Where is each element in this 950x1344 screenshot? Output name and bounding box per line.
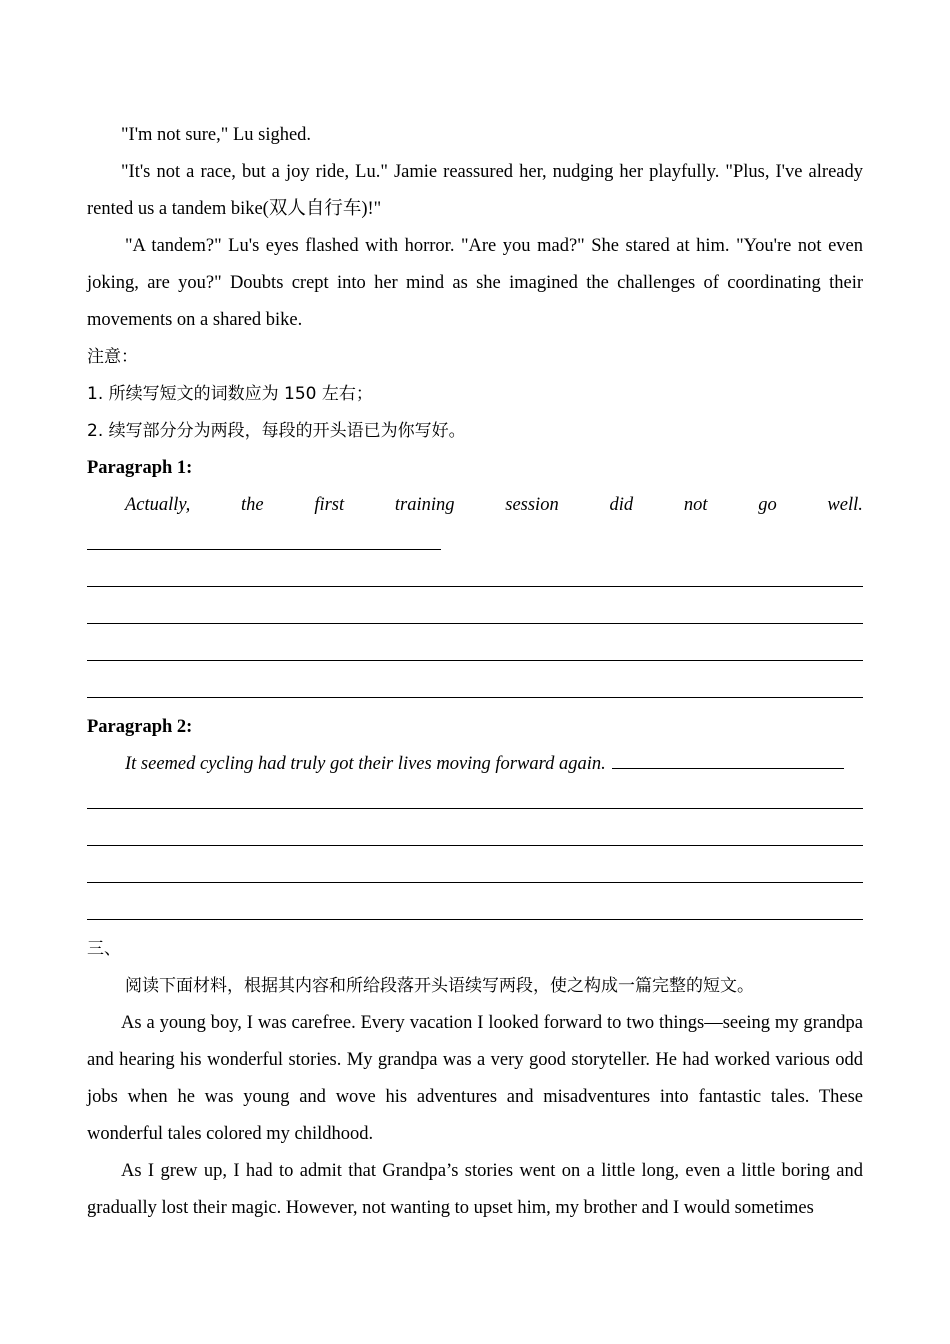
- document-page: [87, 117, 863, 1227]
- section-3-instruction: 阅读下面材料，根据其内容和所给段落开头语续写两段，使之构成一篇完整的短文。: [125, 976, 754, 996]
- opening-word: go: [758, 495, 777, 515]
- opening-word: training: [394, 495, 455, 515]
- paragraph-2-opening-text: It seemed cycling had truly got their lives moving forward again.: [125, 754, 606, 774]
- writing-line[interactable]: [87, 820, 863, 857]
- writing-line[interactable]: [87, 783, 863, 820]
- notes-item-1: 1. 所续写短文的词数应为 150 左右；: [87, 384, 373, 404]
- notes-heading: 注意：: [87, 347, 138, 367]
- opening-word: first: [314, 495, 345, 515]
- section-3-paragraph-1: As a young boy, I was carefree. Every vacation I looked forward to two things—seeing my grandpa and hearing his wonderful stories. My grandpa was a very good storyteller. He had worked various odd jobs when he was young and wove his adventures and misadventures into fantastic tales. These wonderful tales colored my childhood.: [87, 1013, 863, 1144]
- paragraph-2-label: Paragraph 2:: [87, 717, 193, 737]
- story-paragraph-2: "It's not a race, but a joy ride, Lu." Jamie reassured her, nudging her playfully. "Plus, I've already rented us a tandem bike(双人自行车)!": [87, 162, 863, 219]
- story-paragraph-3: "A tandem?" Lu's eyes flashed with horror. "Are you mad?" She stared at him. "You're not even joking, are you?" Doubts crept into her mind as she imagined the challenges of coordinating their movements on a shared bike.: [87, 236, 863, 330]
- section-3-paragraph-2: As I grew up, I had to admit that Grandpa’s stories went on a little long, even a little boring and gradually lost their magic. However, not wanting to upset him, my brother and I would sometimes: [87, 1161, 863, 1218]
- writing-line-inline[interactable]: [612, 767, 844, 769]
- opening-word: well.: [827, 495, 863, 515]
- writing-line[interactable]: [87, 857, 863, 894]
- writing-line[interactable]: [87, 894, 863, 931]
- notes-item-2: 2. 续写部分分为两段，每段的开头语已为你写好。: [87, 421, 466, 441]
- writing-line[interactable]: [87, 672, 863, 709]
- paragraph-2-opening: [87, 746, 863, 783]
- paragraph-1-opening: [87, 487, 863, 524]
- opening-word: the: [240, 495, 264, 515]
- paragraph-1-label: Paragraph 1:: [87, 458, 193, 478]
- opening-word: Actually,: [125, 495, 191, 515]
- writing-line[interactable]: [87, 598, 863, 635]
- opening-word: did: [609, 495, 634, 515]
- writing-line[interactable]: [87, 635, 863, 672]
- opening-word: not: [683, 495, 708, 515]
- story-line-1: "I'm not sure," Lu sighed.: [121, 125, 312, 145]
- opening-word: session: [505, 495, 559, 515]
- section-3-heading: 三、: [87, 939, 121, 959]
- writing-line[interactable]: [87, 524, 863, 561]
- writing-line[interactable]: [87, 561, 863, 598]
